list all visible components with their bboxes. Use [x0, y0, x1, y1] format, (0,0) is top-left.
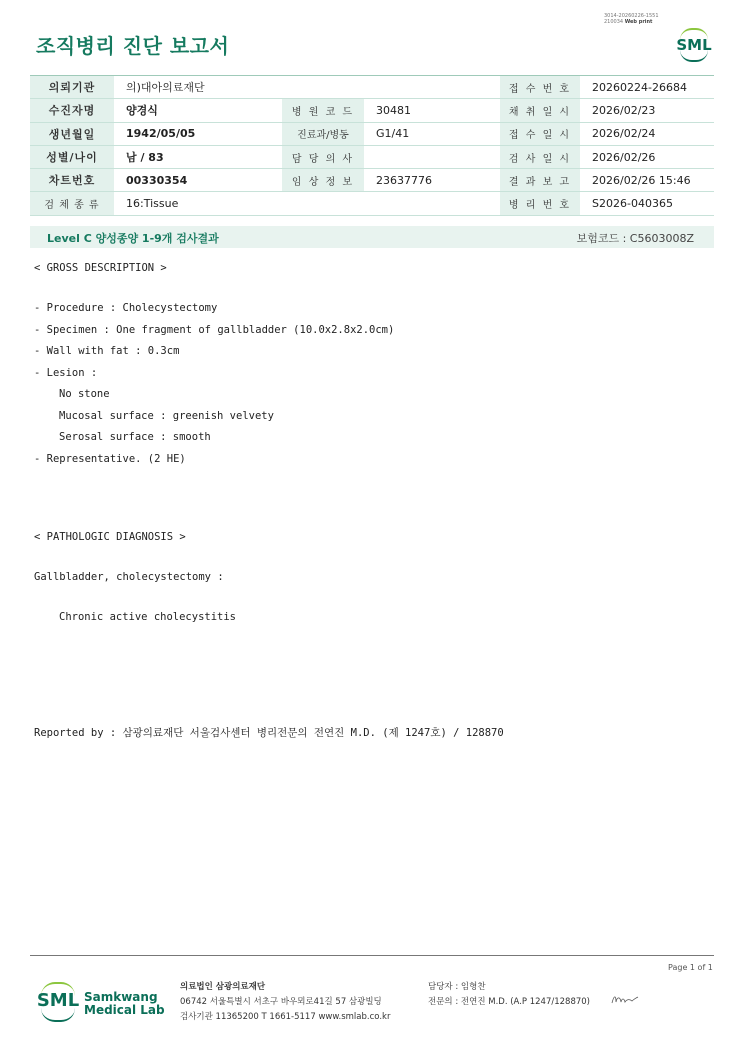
pathology-no-label: 병 리 번 호: [500, 192, 580, 215]
sex-age-label: 성별/나이: [30, 145, 114, 168]
gross-line-no-stone: No stone: [59, 388, 110, 400]
receipt-no-label: 접 수 번 호: [500, 76, 580, 99]
sml-logo-icon: [674, 26, 714, 64]
insurance-code: 보험코드 : C5603008Z: [576, 232, 694, 245]
doctor-value: [364, 145, 500, 168]
footer-divider: [30, 955, 714, 956]
clinical-info-value: 23637776: [364, 169, 500, 192]
signature-icon: [610, 993, 640, 1007]
reported-by: Reported by : 삼광의료재단 서울검사센터 병리전문의 전연진 M.D. (제 1247호) / 128870: [34, 727, 504, 739]
table-row: [30, 145, 714, 168]
footer-logo-text: SML: [36, 990, 80, 1011]
pathologic-diagnosis-header: < PATHOLOGIC DIAGNOSIS >: [34, 531, 186, 543]
result-report-value: 2026/02/26 15:46: [580, 169, 714, 192]
footer-logo: [36, 980, 166, 1028]
patient-info-table: [30, 75, 714, 216]
specimen-type-label: 검 체 종 류: [30, 192, 114, 215]
footer-organization: [180, 980, 390, 1025]
result-title: Level C 양성종양 1-9개 검사결과: [47, 232, 219, 245]
result-title-bar: [30, 226, 714, 248]
footer-brand-line1: Samkwang: [84, 990, 158, 1004]
gross-line-representative: - Representative. (2 HE): [34, 452, 186, 465]
footer-specialist: 전문의 : 전연진 M.D. (A.P 1247/128870): [428, 997, 590, 1007]
birth-date-value: 1942/05/05: [114, 122, 282, 145]
clinical-info-label: 임 상 정 보: [282, 169, 364, 192]
table-row: [30, 76, 714, 99]
footer-contact: 검사기관 11365200 T 1661-5117 www.smlab.co.kr: [180, 1012, 391, 1022]
collection-date-label: 채 취 일 시: [500, 99, 580, 122]
requesting-institution-value: 의)대아의료재단: [114, 76, 500, 99]
hospital-code-value: 30481: [364, 99, 500, 122]
collection-date-value: 2026/02/23: [580, 99, 714, 122]
footer-address: 06742 서울특별시 서초구 바우뫼로41길 57 삼광빌딩: [180, 997, 382, 1007]
print-code-line1: 3014-20260226-1551: [604, 13, 659, 19]
department-value: G1/41: [364, 122, 500, 145]
table-row: [30, 192, 714, 215]
patient-name-value: 양경식: [114, 99, 282, 122]
gross-description-header: < GROSS DESCRIPTION >: [34, 262, 167, 274]
gross-line-wall: - Wall with fat : 0.3cm: [34, 345, 180, 357]
gross-line-specimen: - Specimen : One fragment of gallbladder (10.0x2.8x2.0cm): [34, 323, 395, 336]
specimen-type-value: 16:Tissue: [114, 192, 500, 215]
diagnosis-site: Gallbladder, cholecystectomy :: [34, 571, 224, 583]
table-row: [30, 169, 714, 192]
sml-logo-text: SML: [676, 36, 712, 54]
test-date-label: 검 사 일 시: [500, 145, 580, 168]
receipt-no-value: 20260224-26684: [580, 76, 714, 99]
diagnosis-finding: Chronic active cholecystitis: [59, 611, 237, 623]
footer-brand-line2: Medical Lab: [84, 1003, 165, 1017]
pathology-no-value: S2026-040365: [580, 192, 714, 215]
gross-line-mucosal: Mucosal surface : greenish velvety: [59, 409, 274, 422]
doctor-label: 담 당 의 사: [282, 145, 364, 168]
print-code: [604, 13, 659, 25]
sml-footer-logo-icon: [36, 980, 80, 1026]
requesting-institution-label: 의뢰기관: [30, 76, 114, 99]
sex-age-value: 남 / 83: [114, 145, 282, 168]
department-label: 진료과/병동: [282, 122, 364, 145]
hospital-code-label: 병 원 코 드: [282, 99, 364, 122]
gross-line-procedure: - Procedure : Cholecystectomy: [34, 302, 218, 314]
chart-no-label: 차트번호: [30, 169, 114, 192]
test-date-value: 2026/02/26: [580, 145, 714, 168]
gross-line-serosal: Serosal surface : smooth: [59, 431, 211, 443]
page-number: Page 1 of 1: [668, 963, 713, 972]
report-title: 조직병리 진단 보고서: [36, 34, 230, 58]
table-row: [30, 122, 714, 145]
receipt-date-value: 2026/02/24: [580, 122, 714, 145]
print-code-line2: 210034 Web print: [604, 19, 653, 25]
footer-staff-in-charge: 담당자 : 임형찬: [428, 982, 486, 992]
patient-name-label: 수진자명: [30, 99, 114, 122]
gross-line-lesion: - Lesion :: [34, 366, 98, 379]
footer-org-name: 의료법인 삼광의료재단: [180, 982, 266, 992]
footer-staff: [428, 980, 590, 1010]
result-report-label: 결 과 보 고: [500, 169, 580, 192]
receipt-date-label: 접 수 일 시: [500, 122, 580, 145]
table-row: [30, 99, 714, 122]
chart-no-value: 00330354: [114, 169, 282, 192]
birth-date-label: 생년월일: [30, 122, 114, 145]
